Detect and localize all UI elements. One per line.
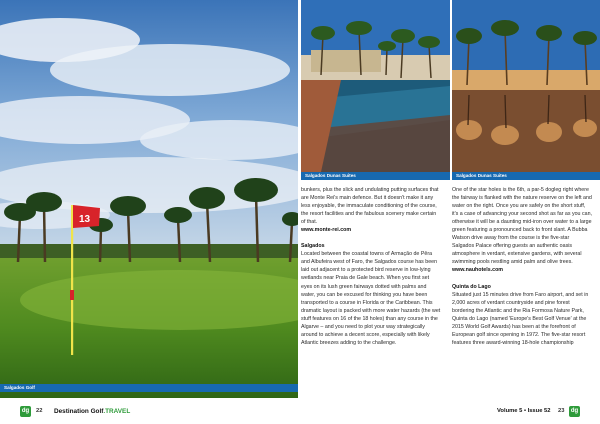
dg-logo-right: dg <box>569 406 580 417</box>
article-column-middle <box>301 186 441 347</box>
photo-caption-pool-right: Salgados Dunas Suites <box>452 172 600 180</box>
website-link[interactable]: www.nauhotels.com <box>452 267 504 274</box>
body-paragraph: One of the star holes is the 6th, a par-5 dogleg right where the fairway is flanked with the nature reserve on the left and water on the right. Once you are safely on the short stuff, it's a case of advancing your second shot as far as you can, otherwise it will be a daunting mid-iron over water to a large green featuring a pronounced back to front slant. A Bubba Watson drive away from the course is the five-star Salgados Palace offering guests an authentic oasis atmosphere in verdant, extensive gardens, with several swimming pools nestling amid palm and olive trees. <box>452 187 592 266</box>
article-column-right <box>452 186 592 347</box>
golf-course-photo <box>0 0 298 398</box>
issue-label: Volume 5 • Issue 52 <box>497 407 551 414</box>
publication-name <box>54 408 130 415</box>
page-number-left: 22 <box>36 408 43 414</box>
website-link[interactable]: www.monte-rei.com <box>301 227 352 234</box>
section-heading: Quinta do Lago <box>452 283 491 290</box>
resort-pool-photo-left <box>301 0 450 172</box>
page-number-right: 23 <box>558 408 565 414</box>
photo-caption-pool-left: Salgados Dunas Suites <box>301 172 450 180</box>
photo-caption-golf: Salgados Golf <box>0 384 298 392</box>
publication-title: Destination Golf <box>54 407 104 415</box>
body-paragraph: bunkers, plus the slick and undulating putting surfaces that are Monte Rei's main defence. But it doesn't make it any less enjoyable, the immaculate conditioning of the course, the resort facilities and the fabulous scenery make certain of that. <box>301 187 439 226</box>
publication-accent: .TRAVEL <box>103 407 131 415</box>
flag-number: 13 <box>79 214 91 225</box>
dg-logo-left: dg <box>20 406 31 417</box>
section-heading: Salgados <box>301 243 325 250</box>
body-paragraph: Situated just 15 minutes drive from Faro airport, and set in 2,000 acres of verdant countryside and pine forest bordering the Atlantic and the Ria Formosa Nature Park, Quinta do Lago (named 'Europe's Best Golf Venue' at the 2015 World Golf Awards) has been at the forefront of European golf since opening in 1972. The five-star resort features three award-winning 18-hole championship <box>452 291 589 346</box>
resort-pool-photo-right <box>452 0 600 172</box>
body-paragraph: Located between the coastal towns of Armação de Pêra and Albufeira west of Faro, the Salgados course has been laid out adjacent to a protected bird reserve in low-lying wetlands near Praia de Gale beach. When you first set eyes on its lush green fairways dotted with palms and water, you can be excused for thinking you have been transported to a course in Florida or the Caribbean. This dramatic layout is packed with more water hazards (the wet stuff features on 16 of the 18 holes) than any course in the Algarve – and you need to plot your way strategically around to achieve a decent score, especially with likely Atlantic breezes adding to the challenge. <box>301 251 441 346</box>
page-footer <box>0 400 600 424</box>
